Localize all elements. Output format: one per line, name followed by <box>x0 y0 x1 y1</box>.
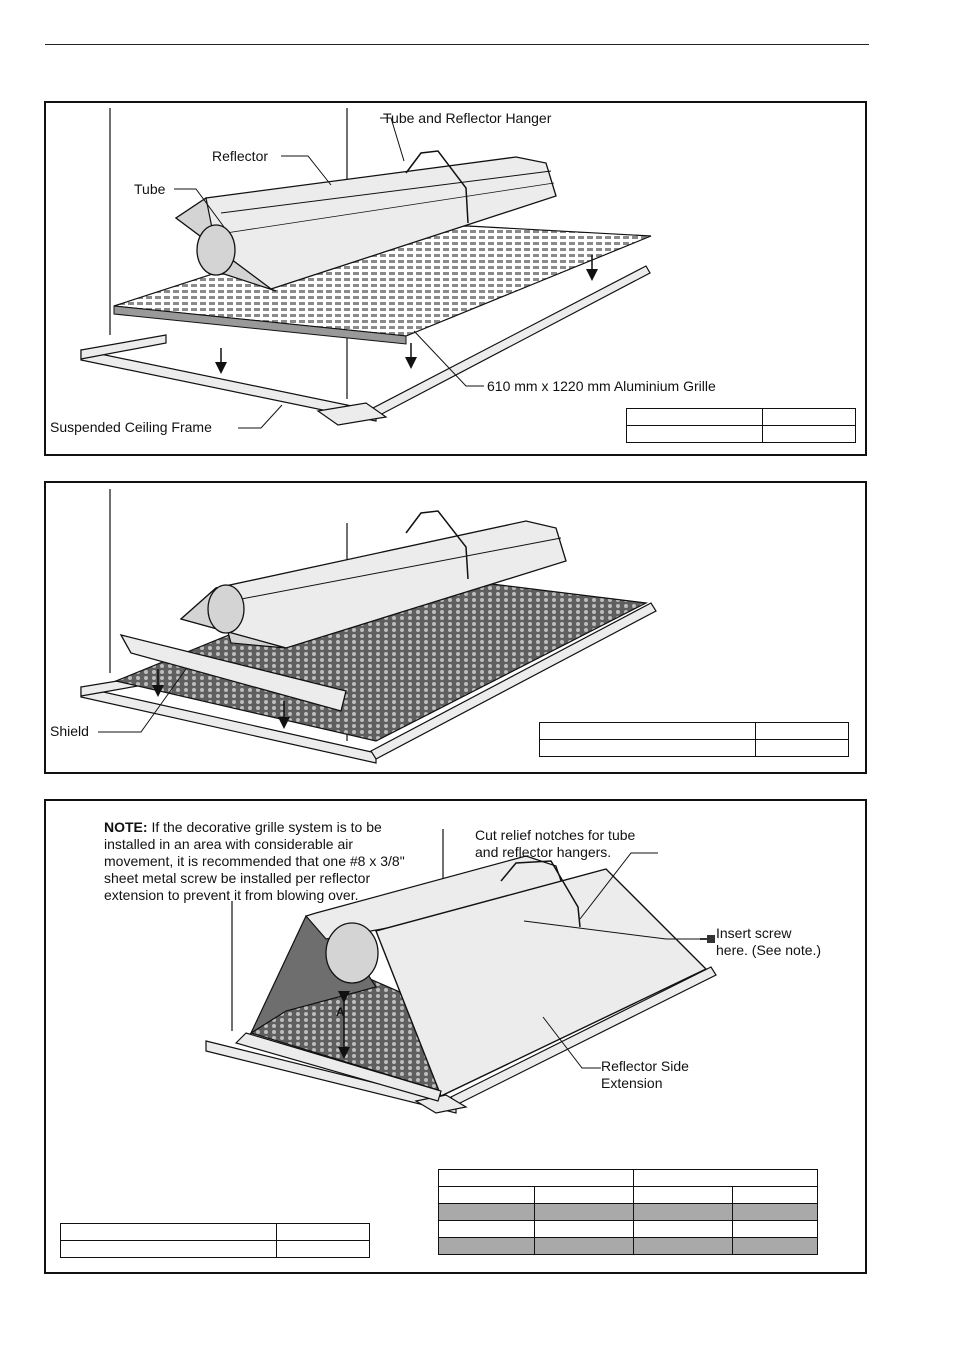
empty-data-table <box>438 1169 818 1255</box>
radiant-tube <box>208 585 244 633</box>
label-relief-notches-1: Cut relief notches for tube <box>475 827 636 843</box>
header-rule <box>45 44 869 45</box>
screw-icon <box>700 935 715 943</box>
label-shield: Shield <box>50 723 89 739</box>
label-aluminium-grille: 610 mm x 1220 mm Aluminium Grille <box>487 378 716 394</box>
leader-frame <box>238 405 282 428</box>
figure-panel-grille-installation <box>44 101 867 456</box>
label-reflector-side-extension-1: Reflector Side <box>601 1058 689 1074</box>
empty-table <box>60 1223 370 1258</box>
figure-panel-reflector-side-extension <box>44 799 867 1274</box>
label-insert-screw-2: here. (See note.) <box>716 942 822 958</box>
radiant-tube <box>326 923 378 983</box>
ceiling-frame-rail-left <box>81 335 166 359</box>
label-reflector: Reflector <box>212 148 269 164</box>
note-body: If the decorative grille system is to be installed in an area with considerable air movement, it is recommended that one #8 x 3/8" sheet metal screw be installed per reflector extension to prevent it from blowing over. <box>104 819 405 903</box>
empty-table <box>626 408 856 443</box>
label-insert-screw-1: Insert screw <box>716 925 792 941</box>
leader-reflector <box>281 156 331 185</box>
installation-note <box>104 819 414 904</box>
label-dimension-a: A <box>336 1005 345 1019</box>
label-reflector-side-extension-2: Extension <box>601 1075 663 1091</box>
empty-table <box>539 722 849 757</box>
note-heading: NOTE: <box>104 819 148 835</box>
label-relief-notches-2: and reflector hangers. <box>475 844 612 860</box>
label-tube-reflector-hanger: Tube and Reflector Hanger <box>383 110 552 126</box>
label-tube: Tube <box>134 181 166 197</box>
figure-panel-shield-installation <box>44 481 867 774</box>
grille-installation-illustration <box>46 103 869 458</box>
radiant-tube <box>197 225 235 275</box>
label-suspended-ceiling-frame: Suspended Ceiling Frame <box>50 419 212 435</box>
